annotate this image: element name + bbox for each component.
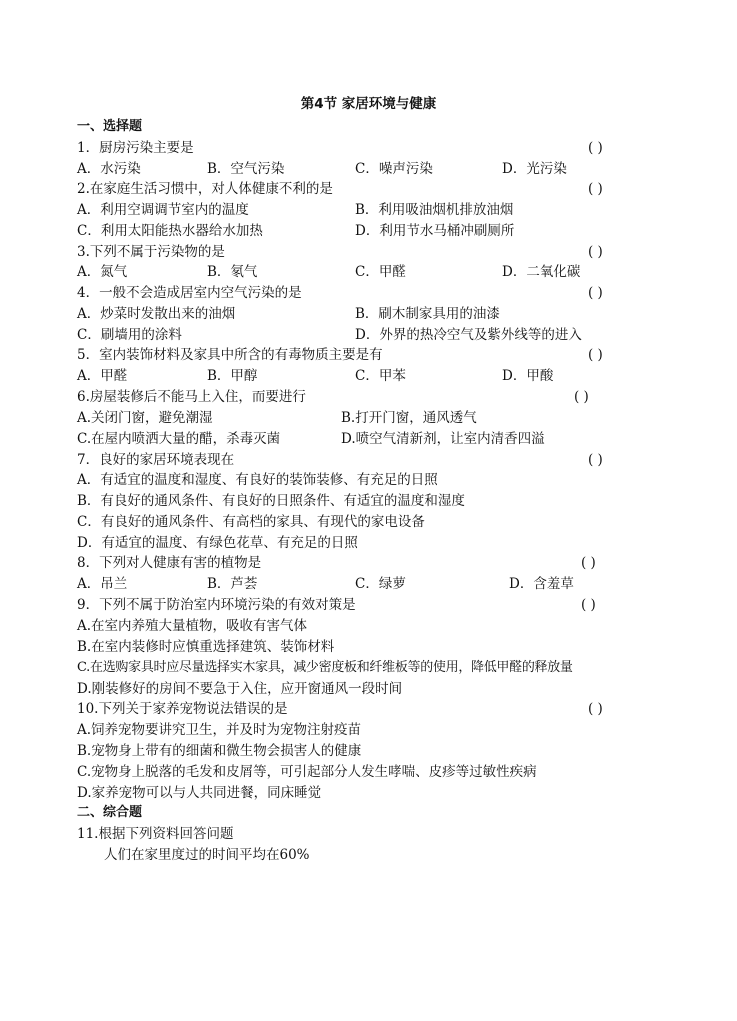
question-4-option-c: C．刷墙用的涂料: [77, 327, 182, 343]
page-title: 第4节 家居环境与健康: [300, 96, 437, 112]
question-3-option-d: D．二氧化碳: [502, 264, 581, 280]
question-10-option-b: B.宠物身上带有的细菌和微生物会损害人的健康: [77, 743, 362, 759]
question-2-answer-blank: ( ): [588, 181, 603, 197]
question-9-answer-blank: ( ): [581, 597, 596, 613]
question-2-option-c: C．利用太阳能热水器给水加热: [77, 223, 263, 239]
question-11-stem: 11.根据下列资料回答问题: [77, 826, 234, 842]
section-heading-comprehensive: 二、综合题: [77, 805, 143, 820]
question-3-option-b: B．氡气: [207, 264, 258, 280]
question-7-answer-blank: ( ): [588, 452, 603, 468]
question-3-answer-blank: ( ): [588, 244, 603, 260]
question-4-answer-blank: ( ): [588, 285, 603, 301]
question-4-stem: 4．一般不会造成居室内空气污染的是: [77, 285, 302, 301]
question-6-option-a: A.关闭门窗，避免潮湿: [77, 410, 213, 426]
question-5-option-b: B．甲醇: [207, 368, 258, 384]
question-5-option-a: A．甲醛: [77, 368, 128, 384]
question-10-option-a: A.饲养宠物要讲究卫生，并及时为宠物注射疫苗: [77, 722, 362, 738]
question-2-stem: 2.在家庭生活习惯中，对人体健康不利的是: [77, 181, 333, 197]
question-8-option-d: D．含羞草: [509, 576, 574, 592]
question-3-option-c: C．甲醛: [355, 264, 406, 280]
question-7-stem: 7．良好的家居环境表现在: [77, 452, 235, 468]
question-10-stem: 10.下列关于家养宠物说法错误的是: [77, 701, 288, 717]
question-9-stem: 9．下列不属于防治室内环境污染的有效对策是: [77, 597, 356, 613]
question-7-option-a: A．有适宜的温度和湿度、有良好的装饰装修、有充足的日照: [77, 472, 438, 488]
question-6-option-d: D.喷空气清新剂，让室内清香四溢: [341, 431, 545, 447]
question-8-option-a: A．吊兰: [77, 576, 128, 592]
question-9-option-d: D.刚装修好的房间不要急于入住，应开窗通风一段时间: [77, 681, 403, 697]
question-5-stem: 5．室内装饰材料及家具中所含的有毒物质主要是有: [77, 347, 383, 363]
question-8-stem: 8．下列对人健康有害的植物是: [77, 555, 262, 571]
question-10-answer-blank: ( ): [588, 701, 603, 717]
question-1-option-b: B．空气污染: [207, 161, 285, 177]
question-9-option-b: B.在室内装修时应慎重选择建筑、装饰材料: [77, 639, 335, 655]
question-6-option-c: C.在屋内喷洒大量的醋，杀毒灭菌: [77, 431, 281, 447]
question-1-answer-blank: ( ): [588, 140, 603, 156]
question-5-option-d: D．甲酸: [502, 368, 554, 384]
question-1-option-c: C．噪声污染: [355, 161, 433, 177]
question-5-option-c: C．甲苯: [355, 368, 406, 384]
question-1-stem: 1．厨房污染主要是: [77, 140, 194, 156]
section-heading-choice: 一、选择题: [77, 119, 143, 134]
question-4-option-a: A．炒菜时发散出来的油烟: [77, 306, 236, 322]
question-11-passage: 人们在家里度过的时间平均在60%: [104, 847, 310, 863]
question-8-answer-blank: ( ): [581, 555, 596, 571]
question-7-option-d: D．有适宜的温度、有绿色花草、有充足的日照: [77, 535, 358, 551]
question-6-option-b: B.打开门窗，通风透气: [341, 410, 477, 426]
question-7-option-b: B．有良好的通风条件、有良好的日照条件、有适宜的温度和湿度: [77, 493, 465, 509]
question-6-answer-blank: ( ): [574, 389, 589, 405]
question-4-option-d: D．外界的热冷空气及紫外线等的进入: [355, 327, 582, 343]
question-5-answer-blank: ( ): [588, 347, 603, 363]
question-3-option-a: A．氮气: [77, 264, 128, 280]
question-1-option-d: D．光污染: [502, 161, 567, 177]
question-1-option-a: A．水污染: [77, 161, 141, 177]
question-8-option-b: B．芦荟: [207, 576, 258, 592]
question-9-option-c: C.在选购家具时应尽量选择实木家具，减少密度板和纤维板等的使用，降低甲醛的释放量: [77, 660, 573, 675]
question-4-option-b: B．刷木制家具用的油漆: [355, 306, 500, 322]
question-8-option-c: C．绿萝: [355, 576, 406, 592]
question-10-option-c: C.宠物身上脱落的毛发和皮屑等，可引起部分人发生哮喘、皮疹等过敏性疾病: [77, 764, 537, 780]
question-7-option-c: C．有良好的通风条件、有高档的家具、有现代的家电设备: [77, 514, 425, 530]
question-6-stem: 6.房屋装修后不能马上入住，而要进行: [77, 389, 306, 405]
question-3-stem: 3.下列不属于污染物的是: [77, 244, 225, 260]
question-2-option-d: D．利用节水马桶冲刷厕所: [355, 223, 515, 239]
question-2-option-a: A．利用空调调节室内的温度: [77, 202, 249, 218]
question-2-option-b: B．利用吸油烟机排放油烟: [355, 202, 514, 218]
question-9-option-a: A.在室内养殖大量植物，吸收有害气体: [77, 618, 308, 634]
question-10-option-d: D.家养宠物可以与人共同进餐，同床睡觉: [77, 785, 322, 801]
